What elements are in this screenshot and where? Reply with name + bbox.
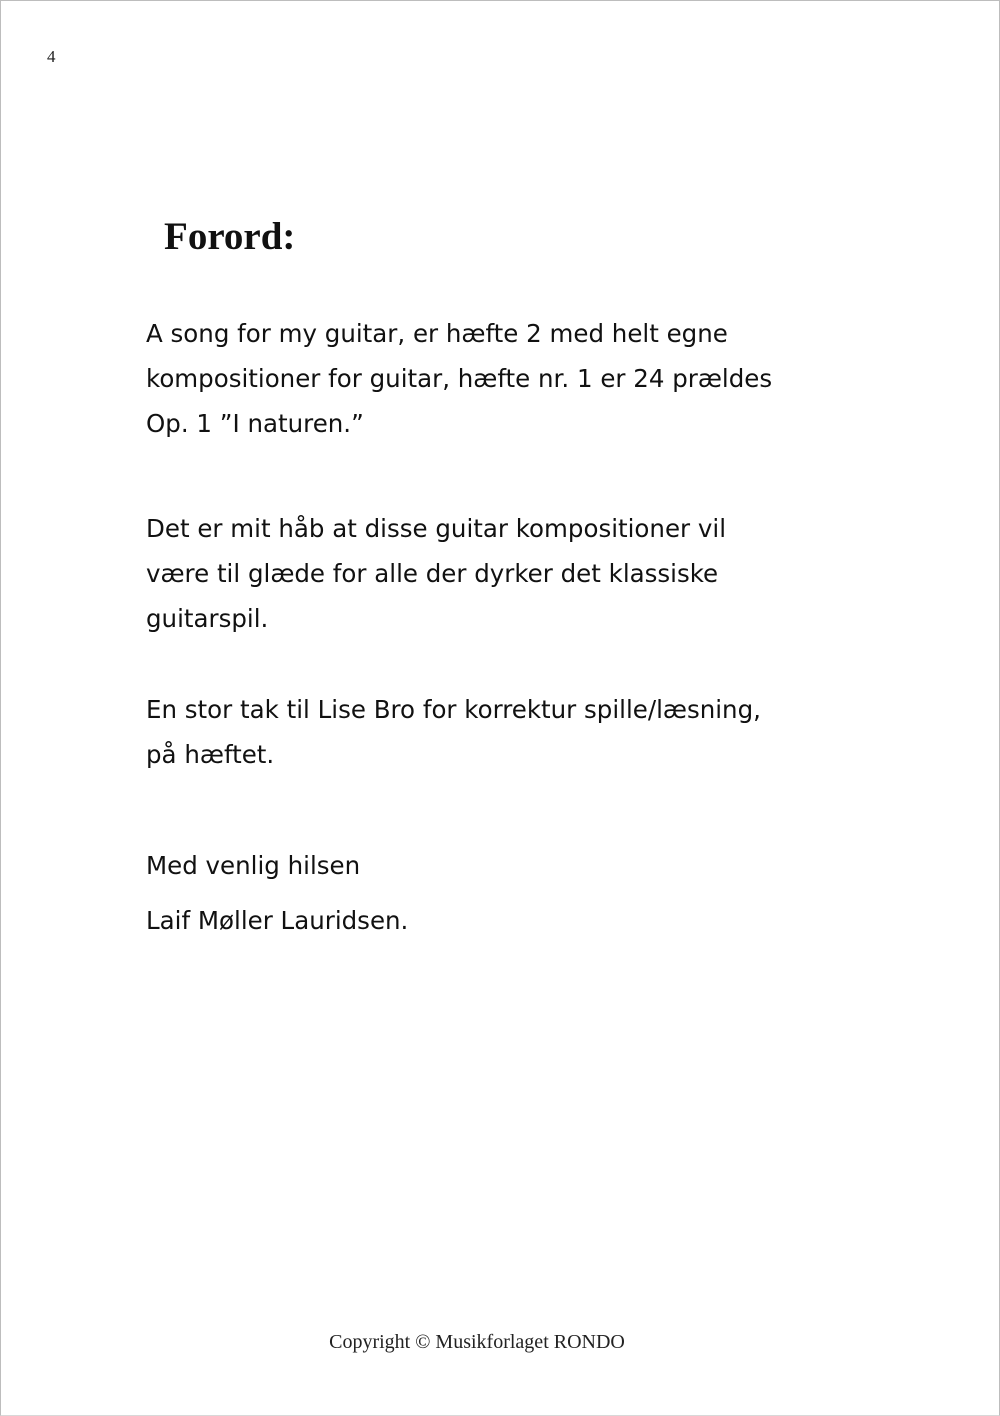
copyright-footer: Copyright © Musikforlaget RONDO [329,1331,625,1353]
paragraph-line: være til glæde for alle der dyrker det klassiske [146,559,719,588]
paragraph-line: A song for my guitar, er hæfte 2 med helt egne [146,319,728,348]
paragraph-line: kompositioner for guitar, hæfte nr. 1 er 24 prældes [146,364,773,393]
paragraph-line: Det er mit håb at disse guitar kompositioner vil [146,514,726,543]
signature-block [146,838,408,948]
paragraph-line: guitarspil. [146,604,269,633]
paragraph-thanks [146,687,761,777]
paragraph-hope [146,506,726,641]
paragraph-line: Op. 1 ”I naturen.” [146,409,364,438]
paragraph-line: på hæftet. [146,740,275,769]
paragraph-line: En stor tak til Lise Bro for korrektur spille/læsning, [146,695,761,724]
author-name: Laif Møller Lauridsen. [146,906,409,935]
closing-greeting: Med venlig hilsen [146,851,361,880]
paragraph-intro [146,311,772,446]
page-number: 4 [47,47,56,66]
page-heading: Forord: [164,215,296,258]
